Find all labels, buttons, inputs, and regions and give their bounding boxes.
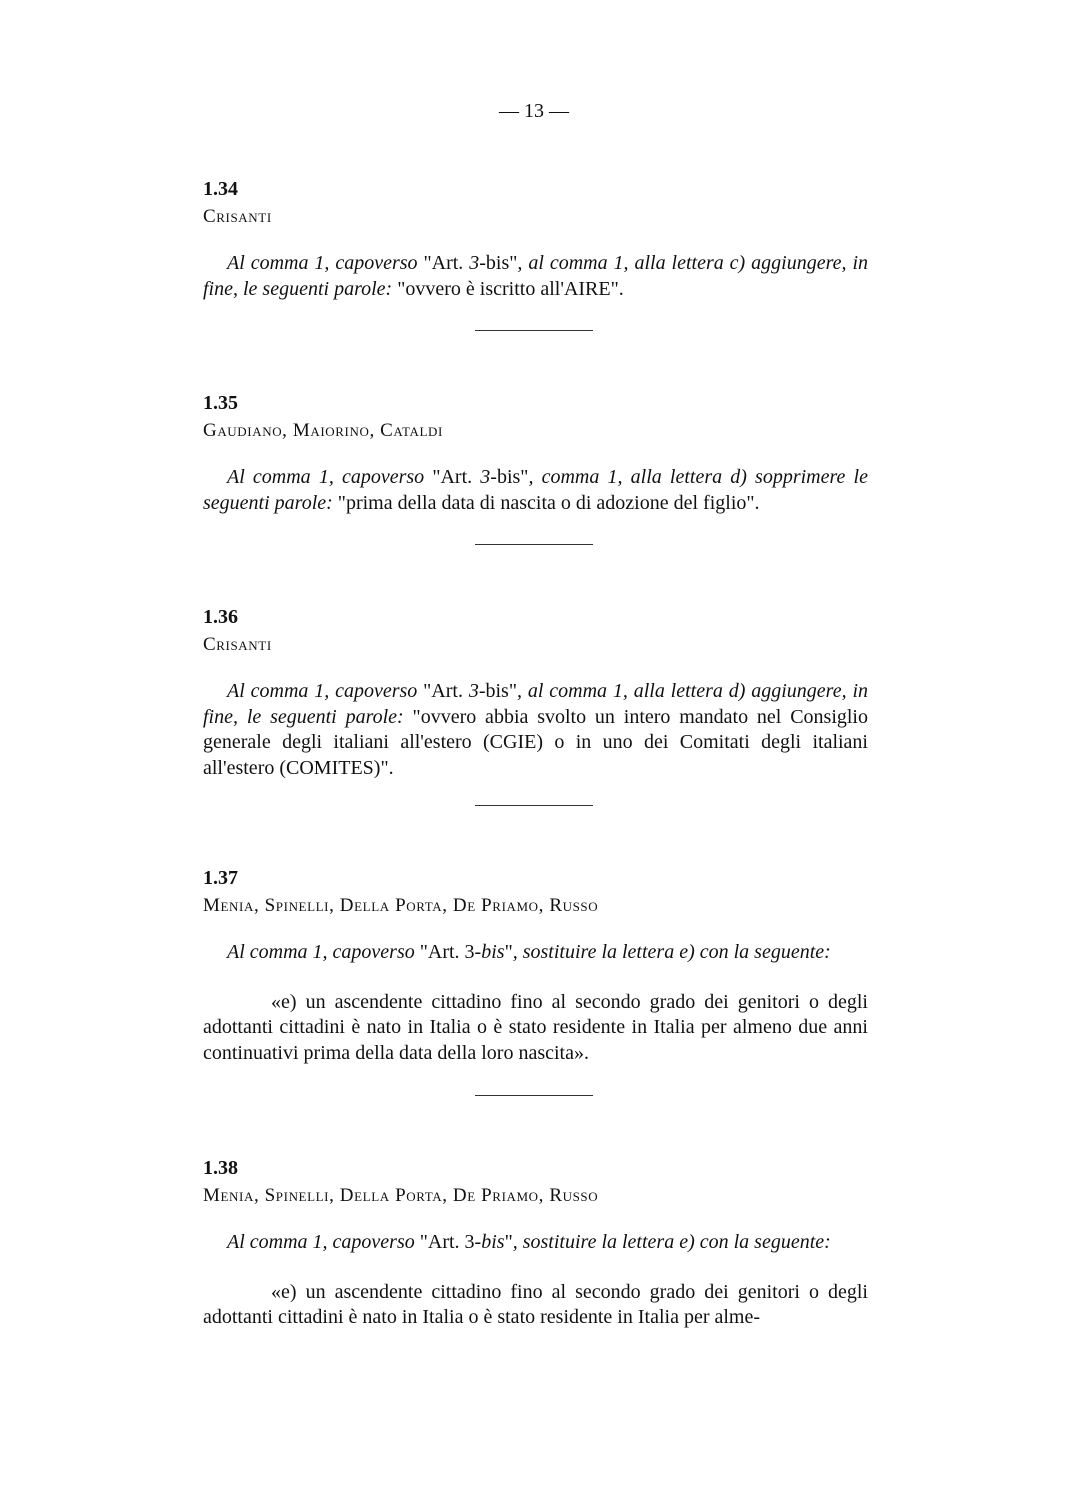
amendment-1-38 <box>203 1154 868 1331</box>
amendment-number: 1.38 <box>203 1157 238 1179</box>
amendment-instruction: Al comma 1, capoverso "Art. 3-bis", al comma 1, alla lettera c) aggiungere, in fine, le seguenti parole: "ovvero è iscritto all'AIRE". <box>203 252 868 300</box>
separator-rule <box>475 544 593 545</box>
amendment-instruction: Al comma 1, capoverso "Art. 3-bis", comma 1, alla lettera d) sopprimere le seguenti parole: "prima della data di nascita o di adozione del figlio". <box>203 466 868 514</box>
amendment-authors: Menia, Spinelli, Della Porta, De Priamo, Russo <box>203 895 599 916</box>
amendment-authors: Menia, Spinelli, Della Porta, De Priamo, Russo <box>203 1185 599 1206</box>
separator-rule <box>475 805 593 806</box>
amendment-instruction: Al comma 1, capoverso "Art. 3-bis", al comma 1, alla lettera d) aggiungere, in fine, le seguenti parole: "ovvero abbia svolto un intero mandato nel Consiglio generale degli italiani all'estero (CGIE) o in uno dei Comitati degli italiani all'estero (COMITES)". <box>203 680 869 779</box>
amendment-number: 1.37 <box>203 867 238 889</box>
amendment-number: 1.35 <box>203 392 238 414</box>
amendment-1-35 <box>203 389 868 516</box>
amendment-number: 1.36 <box>203 606 238 628</box>
separator-rule <box>475 1095 593 1096</box>
amendment-authors: Crisanti <box>203 634 272 655</box>
amendment-instruction: Al comma 1, capoverso "Art. 3-bis", sostituire la lettera e) con la seguente: <box>227 941 831 963</box>
amendment-authors: Crisanti <box>203 206 272 227</box>
page-number: — 13 — <box>499 100 569 122</box>
amendment-instruction: Al comma 1, capoverso "Art. 3-bis", sostituire la lettera e) con la seguente: <box>227 1231 831 1253</box>
replacement-text: «e) un ascendente cittadino fino al secondo grado dei genitori o degli adottanti cittadini è nato in Italia o è stato residente in Italia per alme- <box>203 1280 868 1328</box>
separator-rule <box>475 330 593 331</box>
amendment-authors: Gaudiano, Maiorino, Cataldi <box>203 420 443 441</box>
amendment-1-34 <box>203 175 868 302</box>
amendment-1-36 <box>203 603 868 781</box>
amendment-number: 1.34 <box>203 178 238 200</box>
amendment-1-37 <box>203 864 868 1066</box>
replacement-text: «e) un ascendente cittadino fino al secondo grado dei genitori o degli adottanti cittadini è nato in Italia o è stato residente in Italia per almeno due anni continuativi prima della data della loro nascita». <box>203 990 868 1064</box>
